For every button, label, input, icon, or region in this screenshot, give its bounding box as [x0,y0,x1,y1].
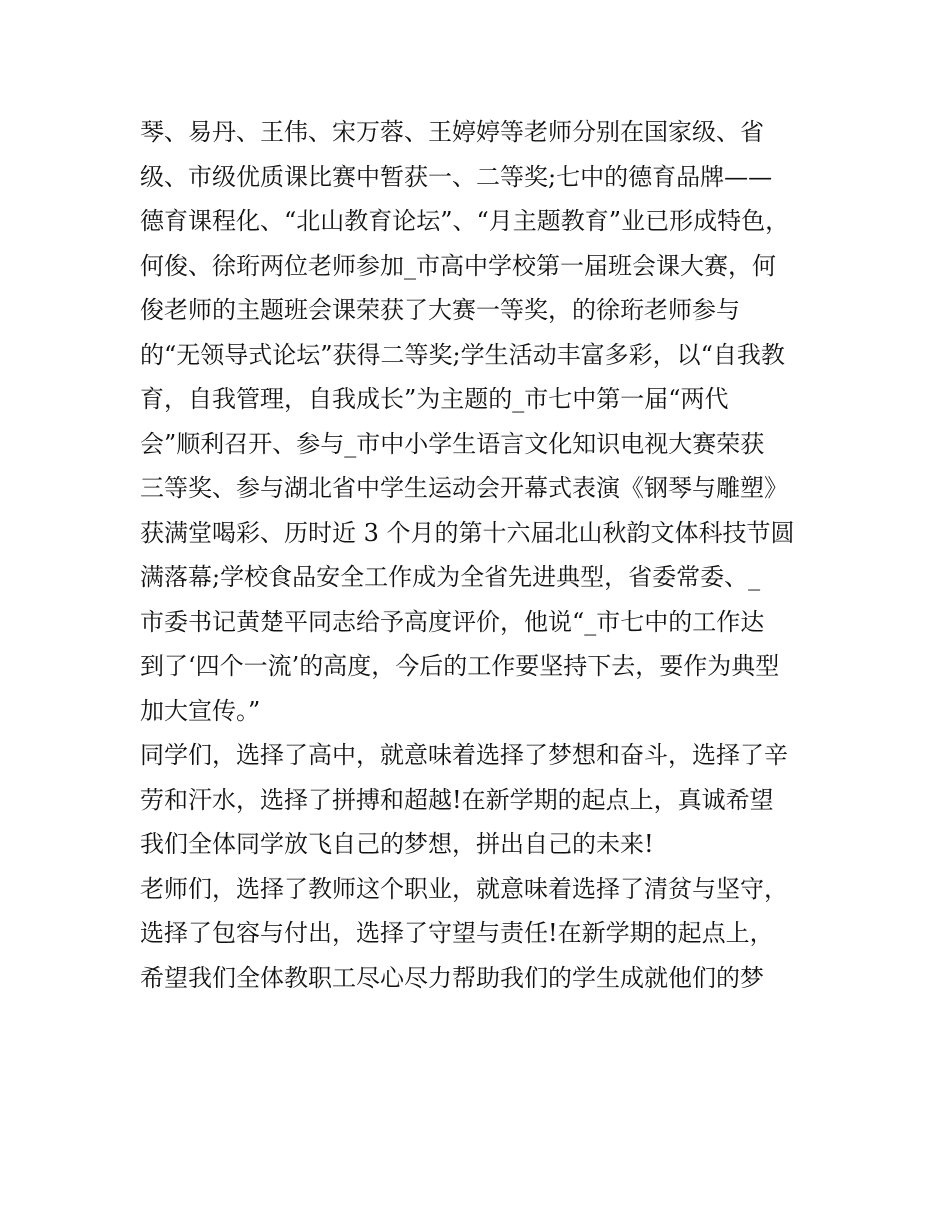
text-line: 育，自我管理，自我成长”为主题的_市七中第一届“两代 [140,385,729,413]
text-line: 德育课程化、“北山教育论坛”、“月主题教育”业已形成特色， [140,207,790,235]
text-line: 选择了包容与付出，选择了守望与责任!在新学期的起点上， [140,919,774,947]
text-line: 琴、易丹、王伟、宋万蓉、王婷婷等老师分别在国家级、省 [140,118,764,146]
text-line: 到了‘四个一流’的高度，今后的工作要坚持下去，要作为典型 [140,652,780,680]
text-line: 三等奖、参与湖北省中学生运动会开幕式表演《钢琴与雕塑》 [140,474,788,502]
text-line: 我们全体同学放飞自己的梦想，拼出自己的未来! [140,830,654,858]
text-line: 会”顺利召开、参与_市中小学生语言文化知识电视大赛荣获 [140,429,765,458]
text-line: 老师们，选择了教师这个职业，就意味着选择了清贫与坚守， [140,874,788,903]
body-text [140,110,830,1000]
text-line: 获满堂喝彩、历时近 3 个月的第十六届北山秋韵文体科技节圆 [140,518,795,547]
text-line: 何俊、徐珩两位老师参加_市高中学校第一届班会课大赛，何 [140,251,776,280]
text-line: 的“无领导式论坛”获得二等奖;学生活动丰富多彩，以“自我教 [140,340,785,369]
text-line: 满落幕;学校食品安全工作成为全省先进典型，省委常委、_ [140,563,761,591]
text-line: 加大宣传。” [140,696,261,725]
text-line: 希望我们全体教职工尽心尽力帮助我们的学生成就他们的梦 [140,963,764,992]
text-line: 俊老师的主题班会课荣获了大赛一等奖，的徐珩老师参与 [140,296,740,324]
text-line: 级、市级优质课比赛中暂获一、二等奖;七中的德育品牌—— [140,162,773,191]
text-line: 劳和汗水，选择了拼搏和超越!在新学期的起点上，真诚希望 [140,785,774,814]
text-line: 同学们，选择了高中，就意味着选择了梦想和奋斗，选择了辛 [140,741,788,769]
text-line: 市委书记黄楚平同志给予高度评价，他说“_市七中的工作达 [140,607,765,636]
